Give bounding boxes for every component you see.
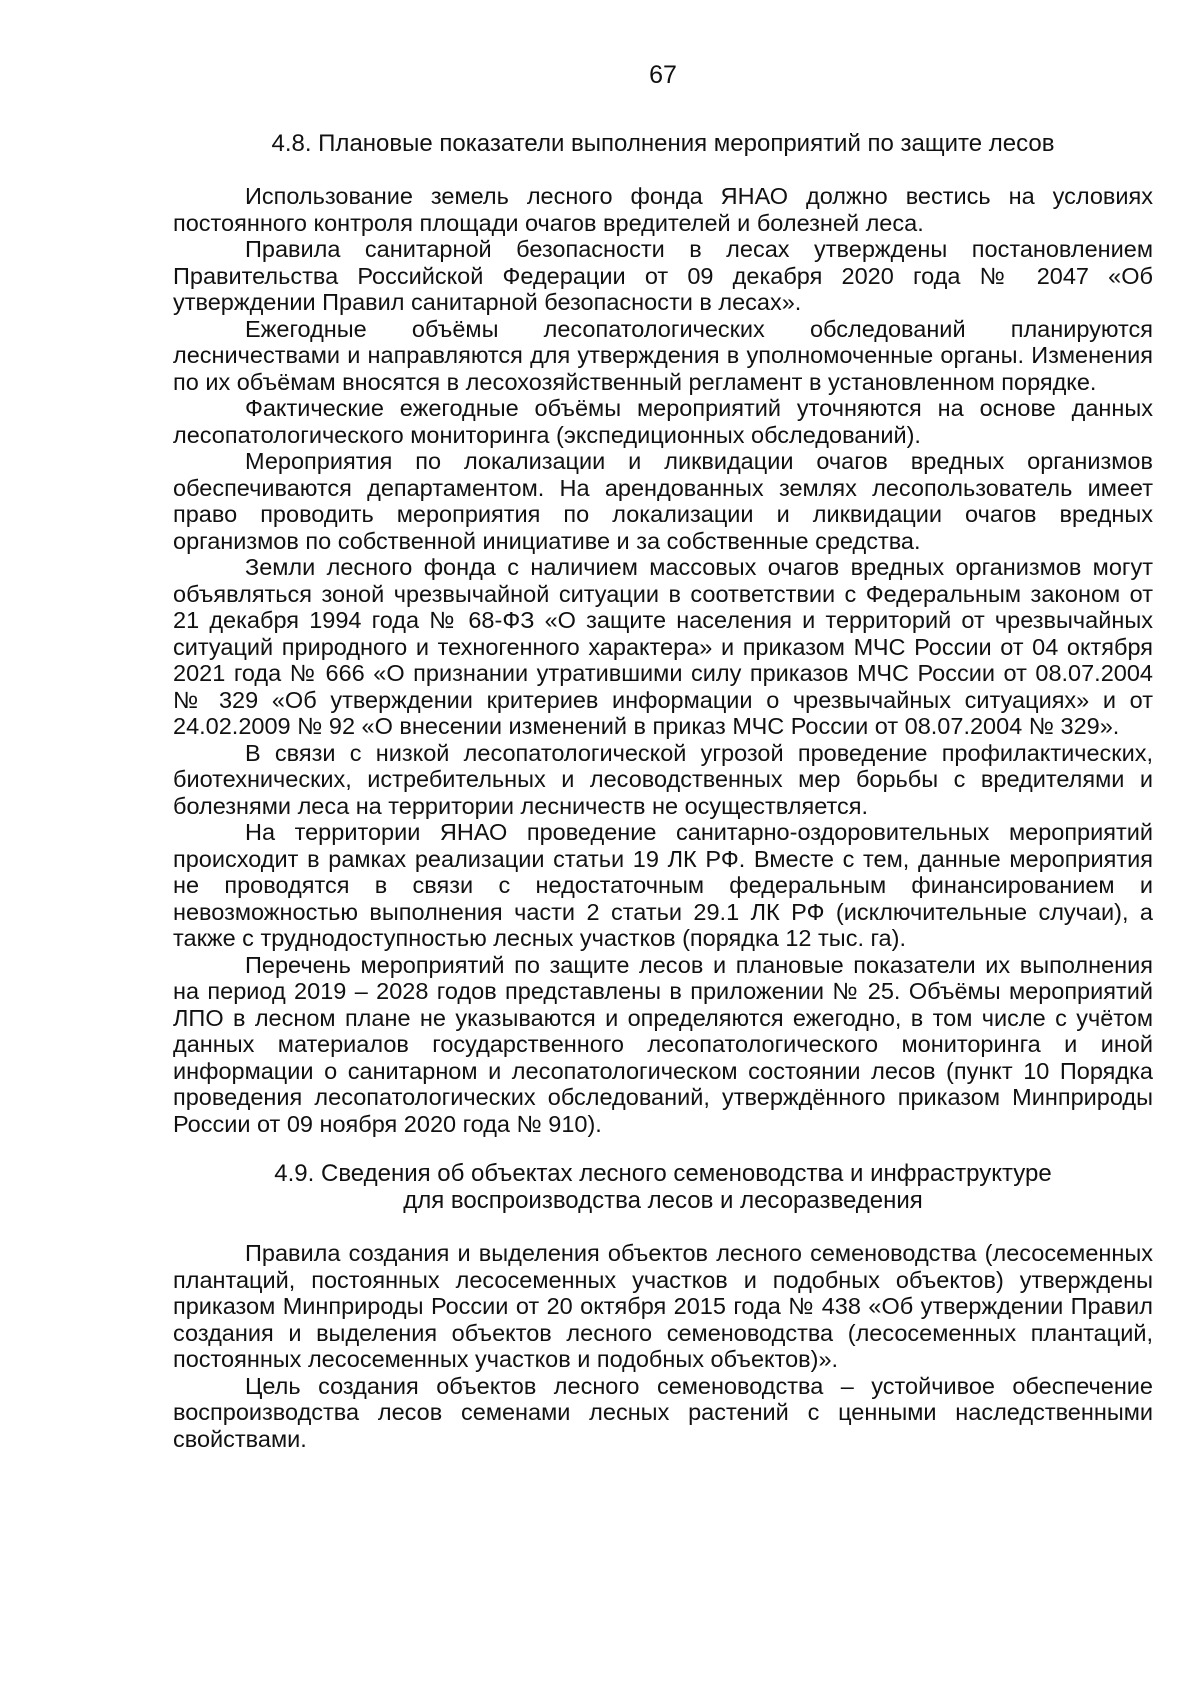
paragraph: Земли лесного фонда с наличием массовых очагов вредных организмов могут объявляться зоной чрезвычайной ситуации в соответствии с Федеральным законом от 21 декабря 1994 года № 68-ФЗ «О защите населения и территорий от чрезвычайных ситуаций природного и техногенного характера» и приказом МЧС России от 04 октября 2021 года № 666 «О признании утратившими силу приказов МЧС России от 08.07.2004 № 329 «Об утверждении критериев информации о чрезвычайных ситуациях» и от 24.02.2009 № 92 «О внесении изменений в приказ МЧС России от 08.07.2004 № 329». [173,554,1153,739]
paragraph: Ежегодные объёмы лесопатологических обследований планируются лесничествами и направляются для утверждения в уполномоченные органы. Изменения по их объёмам вносятся в лесохозяйственный регламент в установленном порядке. [173,315,1153,395]
section-spacer [173,1137,1153,1160]
section-4-8-heading [173,130,1153,157]
paragraph: На территории ЯНАО проведение санитарно-оздоровительных мероприятий происходит в рамках реализации статьи 19 ЛК РФ. Вместе с тем, данные мероприятия не проводятся в связи с недостаточным федеральным финансированием и невозможностью выполнения части 2 статьи 29.1 ЛК РФ (исключительные случаи), а также с труднодоступностью лесных участков (порядка 12 тыс. га). [173,819,1153,951]
paragraph: Правила санитарной безопасности в лесах утверждены постановлением Правительства Российской Федерации от 09 декабря 2020 года № 2047 «Об утверждении Правил санитарной безопасности в лесах». [173,236,1153,315]
document-page [173,60,1153,1452]
paragraph: В связи с низкой лесопатологической угрозой проведение профилактических, биотехнических, истребительных и лесоводственных мер борьбы с вредителями и болезнями леса на территории лесничеств не осуществляется. [173,739,1153,819]
section-4-9-title-line-1: 4.9. Сведения об объектах лесного семеноводства и инфраструктуре [274,1160,1052,1187]
paragraph: Перечень мероприятий по защите лесов и плановые показатели их выполнения на период 2019 – 2028 годов представлены в приложении № 25. Объёмы мероприятий ЛПО в лесном плане не указываются и определяются ежегодно, в том числе с учётом данных материалов государственного лесопатологического мониторинга и иной информации о санитарном и лесопатологическом состоянии лесов (пункт 10 Порядка проведения лесопатологических обследований, утверждённого приказом Минприроды России от 09 ноября 2020 года № 910). [173,951,1153,1137]
section-4-9-heading [173,1160,1153,1214]
paragraph: Цель создания объектов лесного семеноводства – устойчивое обеспечение воспроизводства лесов семенами лесных растений с ценными наследственными свойствами. [173,1372,1153,1452]
section-4-9-title-line-2: для воспроизводства лесов и лесоразведения [403,1187,923,1214]
page-number: 67 [649,61,677,89]
paragraph: Фактические ежегодные объёмы мероприятий уточняются на основе данных лесопатологического мониторинга (экспедиционных обследований). [173,395,1153,448]
paragraph: Мероприятия по локализации и ликвидации очагов вредных организмов обеспечиваются департаментом. На арендованных землях лесопользователь имеет право проводить мероприятия по локализации и ликвидации очагов вредных организмов по собственной инициативе и за собственные средства. [173,448,1153,554]
paragraph: Правила создания и выделения объектов лесного семеноводства (лесосеменных плантаций, постоянных лесосеменных участков и подобных объектов) утверждены приказом Минприроды России от 20 октября 2015 года № 438 «Об утверждении Правил создания и выделения объектов лесного семеноводства (лесосеменных плантаций, постоянных лесосеменных участков и подобных объектов)». [173,1240,1153,1372]
paragraph: Использование земель лесного фонда ЯНАО должно вестись на условиях постоянного контроля площади очагов вредителей и болезней леса. [173,183,1153,236]
section-4-8-title: 4.8. Плановые показатели выполнения мероприятий по защите лесов [271,130,1055,157]
